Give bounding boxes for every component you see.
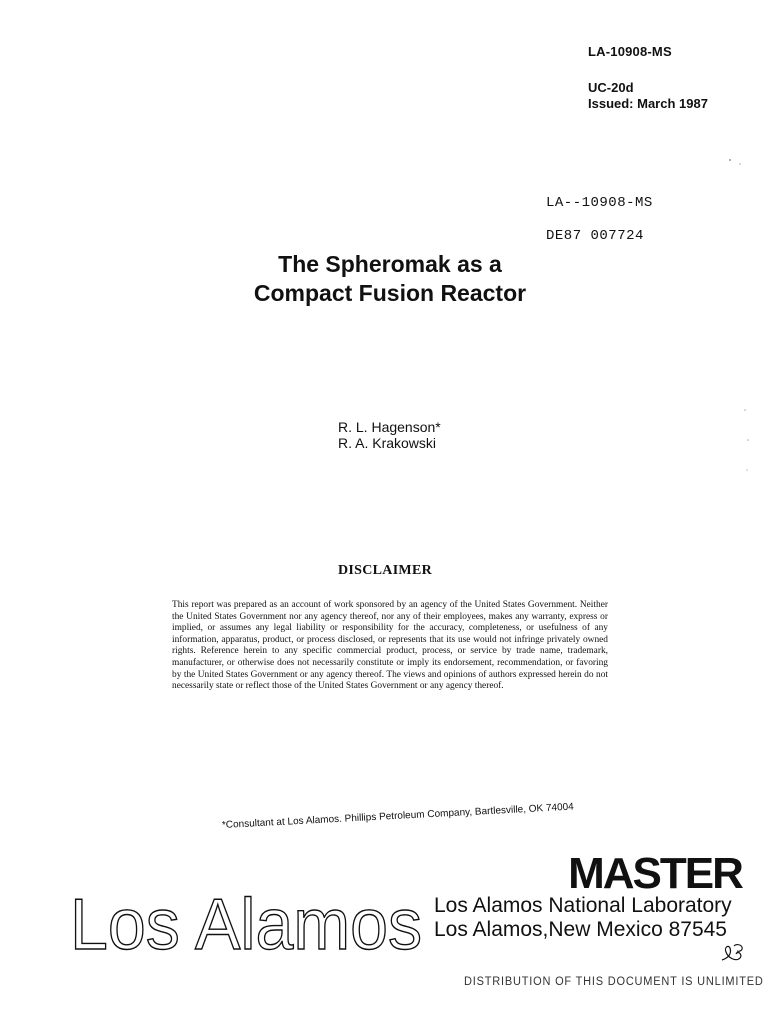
lab-name: Los Alamos National Laboratory [434,894,732,917]
issue-date: Issued: March 1987 [588,96,708,111]
handwritten-initials [718,940,748,966]
author-1: R. L. Hagenson* [338,419,441,435]
report-number: LA-10908-MS [588,44,672,59]
scan-specks [700,150,760,490]
author-footnote: *Consultant at Los Alamos. Phillips Petroleum Company, Bartlesville, OK 74004 [221,801,575,831]
stamped-de-number: DE87 007724 [546,228,644,244]
author-2: R. A. Krakowski [338,435,437,451]
stamped-report-number: LA--10908-MS [546,195,653,211]
master-stamp [568,846,742,898]
title-line-2: Compact Fusion Reactor [253,280,527,306]
document-title [240,250,540,308]
disclaimer-text: This report was prepared as an account of work sponsored by an agency of the United States Government. Neither the United States Government nor any agency thereof, nor any of their employees, makes any warranty, express or implied, or assumes any legal liability or responsibility for the accuracy, completeness, or usefulness of any information, apparatus, product, or process disclosed, or represents that its use would not infringe privately owned rights. Reference herein to any specific commercial product, process, or service by trade name, trademark, manufacturer, or otherwise does not necessarily constitute or imply its endorsement, recommendation, or favoring by the United States Government or any agency thereof. The views and opinions of authors expressed herein do not necessarily state or reflect those of the United States Government or any agency thereof. [172,600,608,692]
author-list [338,419,441,451]
distribution-stamp: DISTRIBUTION OF THIS DOCUMENT IS UNLIMITED [464,975,764,989]
lab-location: Los Alamos,New Mexico 87545 [434,918,727,941]
los-alamos-logo-text: Los Alamos [70,885,422,965]
title-line-1: The Spheromak as a [278,251,502,277]
master-stamp-text: MASTER [568,849,742,898]
category-code: UC-20d [588,80,634,95]
los-alamos-logo [70,885,425,965]
disclaimer-heading: DISCLAIMER [337,563,432,578]
